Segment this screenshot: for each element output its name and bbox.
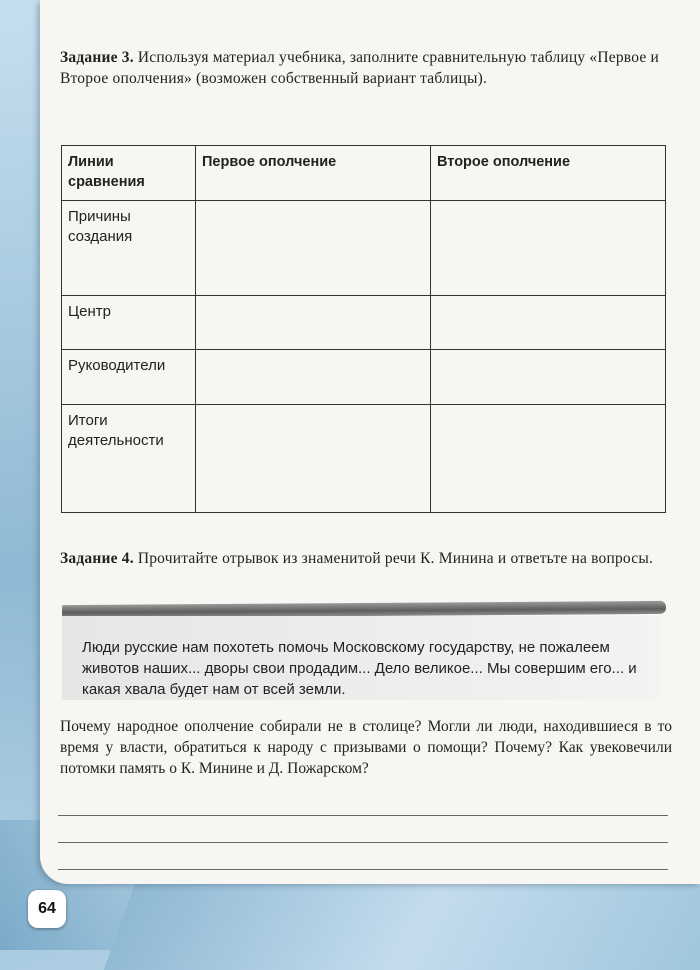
table-row	[62, 350, 666, 405]
page-number: 64	[28, 890, 66, 928]
row-label: Причины создания	[62, 201, 196, 296]
answer-line[interactable]	[58, 869, 668, 870]
answer-cell[interactable]	[196, 201, 431, 296]
table-row	[62, 296, 666, 350]
minin-quote: Люди русские нам похотеть помочь Московскому государству, не пожалеем животов наших... дворы свои продадим... Дело великое... Мы совершим его... и какая хвала будет нам от всей земли.	[82, 639, 637, 698]
answer-line[interactable]	[58, 842, 668, 843]
answer-cell[interactable]	[431, 405, 666, 513]
row-label: Итоги деятельности	[62, 405, 196, 513]
table-header-cell: Второе ополчение	[431, 146, 666, 201]
answer-cell[interactable]	[431, 350, 666, 405]
workbook-page	[40, 0, 700, 884]
task-4-text: Прочитайте отрывок из знаменитой речи К. Минина и ответьте на вопросы.	[133, 550, 654, 567]
table-header-cell: Первое ополчение	[196, 146, 431, 201]
answer-cell[interactable]	[196, 296, 431, 350]
answer-cell[interactable]	[431, 201, 666, 296]
row-label: Центр	[62, 296, 196, 350]
table-header-row	[62, 146, 666, 201]
task-3-text: Используя материал учебника, заполните сравнительную таблицу «Первое и Второе ополчения» (возможен собственный вариант таблицы).	[60, 49, 659, 87]
task-4-label: Задание 4.	[60, 550, 134, 567]
answer-cell[interactable]	[196, 405, 431, 513]
table-row	[62, 201, 666, 296]
table-header-cell: Линии сравнения	[62, 146, 196, 201]
background-shape	[104, 880, 700, 970]
task-3-heading	[60, 47, 670, 89]
answer-cell[interactable]	[431, 296, 666, 350]
answer-cell[interactable]	[196, 350, 431, 405]
answer-line[interactable]	[58, 815, 668, 816]
task-3-label: Задание 3.	[60, 49, 134, 66]
row-label: Руководители	[62, 350, 196, 405]
comparison-table	[61, 145, 666, 513]
task-4-heading	[60, 548, 670, 569]
question-text: Почему народное ополчение собирали не в столице? Могли ли люди, находившиеся в то время у власти, обратиться к народу с призывами о помощи? Почему? Как увековечили потомки память о К. Минине и Д. Пожарском?	[60, 718, 672, 777]
table-row	[62, 405, 666, 513]
